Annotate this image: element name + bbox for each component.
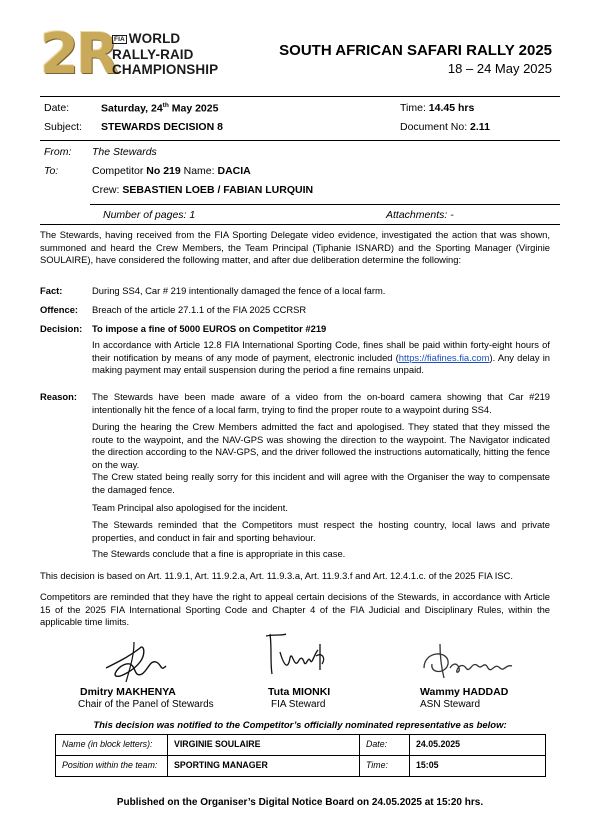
legal-basis: This decision is based on Art. 11.9.1, Art. 11.9.2.a, Art. 11.9.3.a, Art. 11.9.3.f and Art. 12.4.1.c. of the 2025 FIA ISC. [40,570,514,581]
signatory-2-role: FIA Steward [271,699,326,710]
divider [40,96,560,97]
name-label-cell: Name (in block letters): [56,735,168,756]
fia-mark: FIA [114,36,125,43]
subject-label: Subject: [44,121,82,133]
reason-paragraph-3: The Crew stated being really sorry for this incident and will agree with the Organiser the way to compensate the damaged fence. [92,471,550,495]
date-label-cell: Date: [360,735,410,756]
signatory-2-name: Tuta MIONKI [268,686,331,698]
date-value-cell: 24.05.2025 [410,735,546,756]
decision-paragraph: In accordance with Article 12.8 FIA International Sporting Code, fines shall be paid within forty-eight hours of their notification by means of any mode of payment, electronic included (https://fiafines.fia.com). Any delay in making payment may entail suspension during the period a fine remains unpaid. [92,339,550,375]
notification-heading: This decision was notified to the Competitor’s officially nominated representative as below: [93,720,507,731]
signatory-3-name: Wammy HADDAD [420,686,509,698]
logo-line-1: WORLD [128,31,181,46]
time-value-cell: 15:05 [410,756,546,777]
logo-line-2: RALLY-RAID [112,47,194,62]
table-row [56,756,546,777]
event-dates: 18 – 24 May 2025 [447,61,552,76]
logo-line-3: CHAMPIONSHIP [112,62,219,77]
fact-text: During SS4, Car # 219 intentionally damaged the fence of a local farm. [92,285,386,296]
logo-2r-mark: 2R [40,22,117,87]
crew-line: Crew: SEBASTIEN LOEB / FABIAN LURQUIN [92,184,314,196]
competitor-line: Competitor No 219 Name: DACIA [92,165,251,177]
time-field: Time: 14.45 hrs [400,102,475,114]
logo-wordmark [112,31,218,77]
subject-value: STEWARDS DECISION 8 [101,121,223,133]
reason-paragraph-1: The Stewards have been made aware of a video from the on-board camera showing that Car #219 intentionally hit the fence of a local farm, trying to find the proper route to a waypoint during SS4. [92,391,550,415]
championship-logo [40,22,225,92]
date-value: Saturday, 24th May 2025 [101,102,219,115]
published-notice: Published on the Organiser’s Digital Notice Board on 24.05.2025 at 15:20 hrs. [116,797,484,808]
number-of-pages: Number of pages: 1 [103,209,196,221]
decision-text: To impose a fine of 5000 EUROS on Competitor #219 [92,323,327,334]
divider [40,224,560,225]
reason-label: Reason: [40,391,77,402]
signatory-3-role: ASN Steward [420,699,481,710]
signatory-1-name: Dmitry MAKHENYA [80,686,176,698]
intro-paragraph: The Stewards, having received from the FIA Sporting Delegate video evidence, investigated the action that was shown, summoned and heard the Crew Members, the Team Principal (Tiphanie ISNARD) and the Sporting Manager (Virginie SOULAIRE), have considered the following matter, and after due deliberation determine the following: [40,229,550,265]
from-value: The Stewards [92,146,157,158]
decision-label: Decision: [40,323,83,334]
date-label: Date: [44,102,70,114]
document-number: Document No: 2.11 [400,121,490,133]
signatory-1-role: Chair of the Panel of Stewards [78,699,214,710]
signature-mionki [262,628,332,684]
event-title: SOUTH AFRICAN SAFARI RALLY 2025 [279,42,552,59]
time-label-cell: Time: [360,756,410,777]
divider [40,140,560,141]
divider [90,204,560,205]
attachments: Attachments: - [386,209,454,221]
fiafines-link[interactable]: https://fiafines.fia.com [398,351,490,363]
from-label: From: [44,146,72,158]
to-label: To: [44,165,59,177]
reason-paragraph-6: The Stewards conclude that a fine is appropriate in this case. [92,548,346,559]
reason-paragraph-5: The Stewards reminded that the Competitors must respect the hosting country, local laws and private properties, and conduct in fair and sporting behaviour. [92,519,550,543]
position-label-cell: Position within the team: [56,756,168,777]
reason-paragraph-2: During the hearing the Crew Members admitted the fact and apologised. They stated that they missed the route to the waypoint, and the NAV-GPS was showing the direction to the waypoint. The Navigator indicated the direction according to the NAV-GPS, and the driver followed the instructions automatically, hitting the fence on the way. [92,421,550,470]
name-value-cell: VIRGINIE SOULAIRE [168,735,360,756]
fact-label: Fact: [40,285,63,296]
appeal-notice: Competitors are reminded that they have the right to appeal certain decisions of the Stewards, in accordance with Article 15 of the 2025 FIA International Sporting Code and Chapter 4 of the FIA Judicial and Disciplinary Rules, within the applicable time limits. [40,591,550,627]
signature-haddad [420,640,520,684]
reason-paragraph-4: Team Principal also apologised for the incident. [92,502,288,513]
position-value-cell: SPORTING MANAGER [168,756,360,777]
offence-label: Offence: [40,304,79,315]
offence-text: Breach of the article 27.1.1 of the FIA 2025 CCRSR [92,304,307,315]
signature-makhenya [100,638,170,686]
notification-table [55,734,546,777]
table-row [56,735,546,756]
